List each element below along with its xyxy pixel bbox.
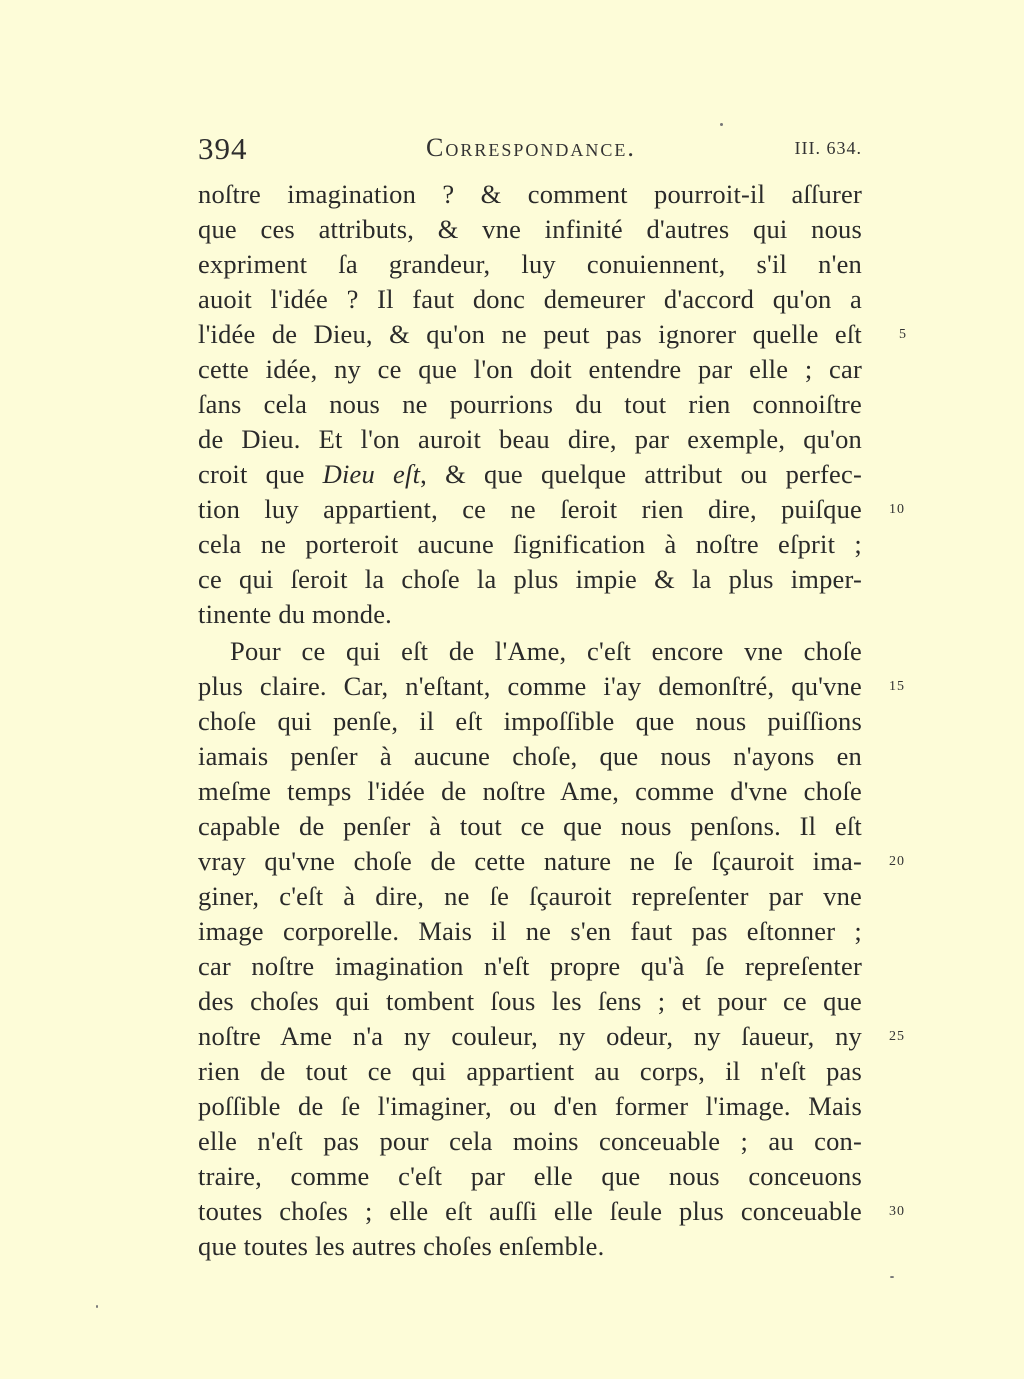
paper-speck [96,1305,98,1308]
text-line: croit que Dieu eſt, & que quelque attribut ou perfec- [198,459,863,489]
text-line: capable de penſer à tout ce que nous penſons. Il eſt [198,811,862,841]
text-line: auoit l'idée ? Il faut donc demeurer d'accord qu'on a [198,284,862,314]
text-line: expriment ſa grandeur, luy conuiennent, s'il n'en [198,249,862,279]
text-line: plus claire. Car, n'eſtant, comme i'ay demonſtré, qu'vne [198,671,862,701]
text-line: choſe qui penſe, il eſt impoſſible que nous puiſſions [198,706,862,736]
text-line: ſans cela nous ne pourrions du tout rien connoiſtre [198,389,862,419]
text-line: cela ne porteroit aucune ſignification à noſtre eſprit ; [198,529,862,559]
text-line: ce qui ſeroit la choſe la plus impie & la plus imper- [198,564,862,594]
text-line: poſſible de ſe l'imaginer, ou d'en former l'image. Mais [198,1091,862,1121]
text-line: Pour ce qui eſt de l'Ame, c'eſt encore vne choſe [230,636,862,666]
line-number: 20 [889,854,905,869]
text-line: toutes choſes ; elle eſt auſſi elle ſeule plus conceuable [198,1196,862,1226]
text-line: l'idée de Dieu, & qu'on ne peut pas ignorer quelle eſt [198,319,862,349]
line-number: 30 [889,1204,905,1219]
text-line: noſtre Ame n'a ny couleur, ny odeur, ny ſaueur, ny [198,1021,862,1051]
line-number: 25 [889,1029,905,1044]
text-line: traire, comme c'eſt par elle que nous conceuons [198,1161,862,1191]
text-line: iamais penſer à aucune choſe, que nous n'ayons en [198,741,862,771]
text-line: meſme temps l'idée de noſtre Ame, comme d'vne choſe [198,776,862,806]
text-line: elle n'eſt pas pour cela moins conceuable ; au con- [198,1126,862,1156]
running-title: Correspondance. [426,133,636,162]
page-number: 394 [198,131,248,166]
page-header [198,127,862,167]
text-line: que ces attributs, & vne infinité d'autres qui nous [198,214,862,244]
line-number: 5 [899,327,907,342]
text-line: car noſtre imagination n'eſt propre qu'à ſe repreſenter [198,951,862,981]
text-line: cette idée, ny ce que l'on doit entendre par elle ; car [198,354,862,384]
text-line: rien de tout ce qui appartient au corps, il n'eſt pas [198,1056,862,1086]
letter-reference: III. 634. [794,138,862,158]
text-line: vray qu'vne choſe de cette nature ne ſe ſçauroit ima- [198,846,862,876]
paper-speck [720,123,723,126]
text-line: image corporelle. Mais il ne s'en faut pas eſtonner ; [198,916,862,946]
text-line: des choſes qui tombent ſous les ſens ; et pour ce que [198,986,862,1016]
italic-phrase: Dieu eſt [322,459,421,489]
text-line: giner, c'eſt à dire, ne ſe ſçauroit repreſenter par vne [198,881,862,911]
text-line: que toutes les autres choſes enſemble. [198,1231,605,1261]
line-number: 15 [889,679,905,694]
text-line: tinente du monde. [198,599,393,629]
paper-speck [890,1276,894,1278]
text-line: de Dieu. Et l'on auroit beau dire, par exemple, qu'on [198,424,862,454]
text-line: tion luy appartient, ce ne ſeroit rien dire, puiſque [198,494,862,524]
line-number: 10 [889,502,905,517]
text-line: noſtre imagination ? & comment pourroit-il aſſurer [198,179,862,209]
